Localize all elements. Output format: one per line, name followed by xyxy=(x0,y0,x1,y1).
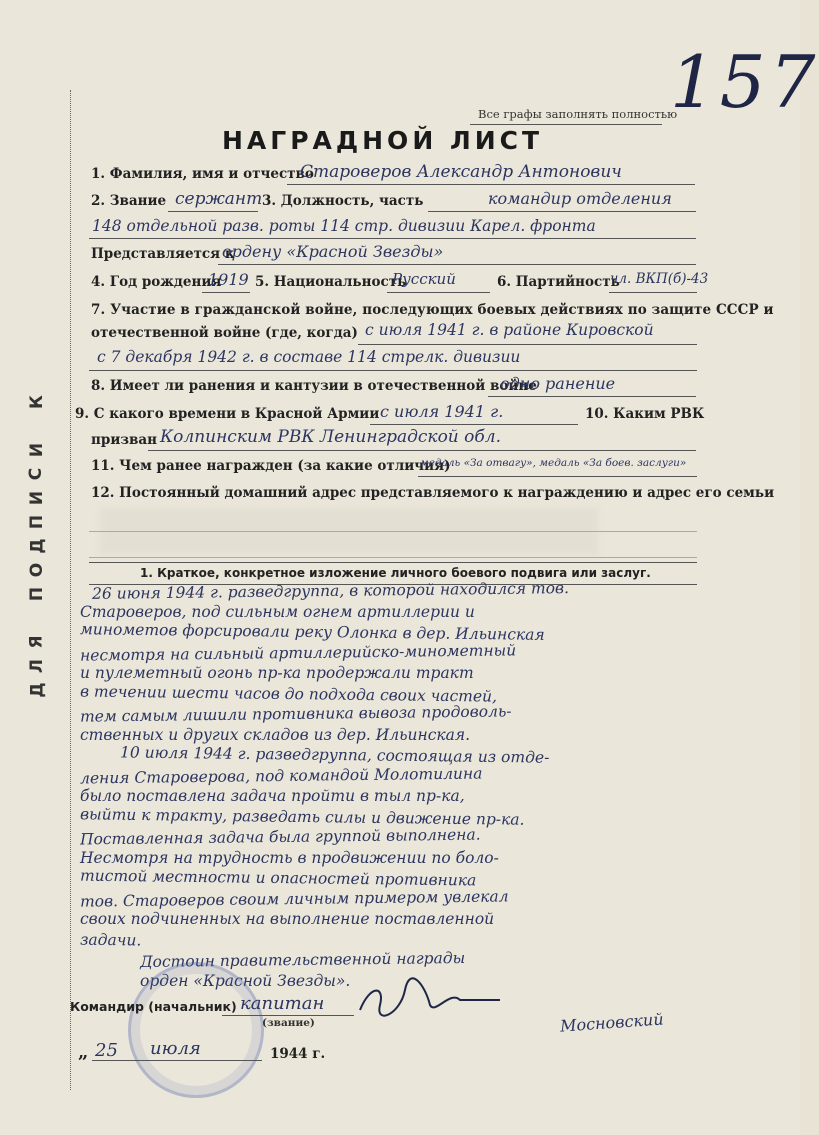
commander-label: Командир (начальник) xyxy=(70,999,237,1014)
narrative-line: Староверов, под сильным огнем артиллерии и xyxy=(80,602,475,621)
rank-rule xyxy=(222,1015,354,1016)
field-awards-label: 11. Чем ранее награжден (за какие отличия) xyxy=(91,458,451,474)
field-position-cont-rule xyxy=(89,238,696,239)
date-month: июля xyxy=(150,1038,201,1059)
field-position-rule xyxy=(428,211,696,212)
sidebar-letter: И xyxy=(27,442,48,458)
narrative-line: было поставлена задача пройти в тыл пр-ка, xyxy=(80,787,465,805)
field-rvk-rule xyxy=(148,450,696,451)
sidebar-letter: П xyxy=(27,586,48,602)
field-name-label: 1. Фамилия, имя и отчество xyxy=(91,166,314,182)
narrative-line: ления Староверова, под командой Молотилина xyxy=(79,764,483,787)
field-war-rule-2 xyxy=(89,370,697,371)
narrative-line: в течении шести часов до подхода своих частей, xyxy=(79,681,498,706)
field-position-cont: 148 отдельной разв. роты 114 стр. дивизии Карел. фронта xyxy=(92,217,596,235)
field-rvk-label: 10. Каким РВК xyxy=(585,406,705,422)
field-name-value: Староверов Александр Антонович xyxy=(300,162,622,182)
official-stamp xyxy=(128,962,264,1098)
narrative-line: тем самым лишили противника вывоза продоволь- xyxy=(79,702,512,726)
sidebar-letter: К xyxy=(26,395,47,409)
field-war-label-1: 7. Участие в гражданской войне, последующих боевых действиях по защите СССР и xyxy=(91,302,774,318)
header-rule xyxy=(470,124,662,125)
handwritten-number: 157 xyxy=(670,40,819,124)
field-nationality-value: Русский xyxy=(392,270,456,288)
rank-value: капитан xyxy=(240,993,325,1014)
narrative-line: тистой местности и опасностей противника xyxy=(79,866,477,890)
field-war-value-1: с июля 1941 г. в районе Кировской xyxy=(365,321,654,339)
field-birth-year-label: 4. Год рождения xyxy=(91,274,222,290)
field-wounds-value: одно ранение xyxy=(500,374,616,393)
sidebar-letter: Я xyxy=(26,635,47,649)
field-address-rule-1 xyxy=(89,531,697,532)
sidebar-letter: Д xyxy=(27,538,48,554)
field-army-since-rule xyxy=(370,424,578,425)
narrative-line: минометов форсировали реку Олонка в дер. Ильинская xyxy=(79,620,545,644)
field-rvk-sub: призван xyxy=(91,432,157,448)
field-party-value: чл. ВКП(б)-43 xyxy=(610,271,709,287)
nominated-label: Представляется к xyxy=(91,246,235,262)
field-name-rule xyxy=(287,184,695,185)
rank-caption: (звание) xyxy=(262,1017,315,1029)
field-wounds-rule xyxy=(488,396,696,397)
field-awards-value: медаль «За отвагу», медаль «За боев. заслуги» xyxy=(420,457,687,469)
narrative-line: 10 июля 1944 г. разведгруппа, состоящая из отде- xyxy=(119,743,550,767)
field-war-rule-1 xyxy=(358,344,697,345)
field-rank-label: 2. Звание xyxy=(91,193,167,209)
field-party-rule xyxy=(609,292,697,293)
field-rank-rule xyxy=(168,211,258,212)
narrative-line: своих подчиненных на выполнение поставленной xyxy=(80,910,495,928)
sidebar-letter: О xyxy=(27,562,48,578)
nominated-value: ордену «Красной Звезды» xyxy=(222,242,444,261)
field-wounds-label: 8. Имеет ли ранения и кантузии в отечественной войне xyxy=(91,378,537,394)
field-birth-year-rule xyxy=(202,292,250,293)
narrative-line: задачи. xyxy=(79,930,142,949)
section-heading: 1. Краткое, конкретное изложение личного боевого подвига или заслуг. xyxy=(140,566,651,580)
sidebar-letter: П xyxy=(27,514,48,530)
date-rule xyxy=(92,1060,262,1061)
narrative-line: несмотря на сильный артиллерийско-минометный xyxy=(79,640,517,665)
binding-line xyxy=(70,90,71,1090)
field-position-label: 3. Должность, часть xyxy=(262,193,424,209)
narrative-line: ственных и других складов из дер. Ильинская. xyxy=(80,725,471,744)
surname-signature: Мосновский xyxy=(559,1009,665,1036)
field-position-value: командир отделения xyxy=(488,189,672,208)
all-columns-note: Все графы заполнять полностью xyxy=(478,107,678,121)
field-war-label-2: отечественной войне (где, когда) xyxy=(91,325,358,341)
narrative-line: тов. Староверов своим личным примером увлекал xyxy=(79,886,509,911)
field-army-since-value: с июля 1941 г. xyxy=(380,402,504,421)
field-address-label: 12. Постоянный домашний адрес представляемого к награждению и адрес его семьи xyxy=(91,485,775,501)
narrative-text xyxy=(79,579,720,990)
narrative-line: Поставленная задача была группой выполнена. xyxy=(79,825,481,849)
narrative-line: и пулеметный огонь пр-ка продержали тракт xyxy=(80,664,474,682)
sidebar-letter: И xyxy=(27,490,48,506)
section-rule-top xyxy=(89,562,697,563)
commander-signature xyxy=(355,980,505,1020)
field-war-value-2: с 7 декабря 1942 г. в составе 114 стрелк. дивизии xyxy=(97,348,521,366)
narrative-line: орден «Красной Звезды». xyxy=(140,971,351,990)
date-day: 25 xyxy=(95,1040,118,1061)
field-army-since-label: 9. С какого времени в Красной Армии xyxy=(75,406,380,422)
field-party-label: 6. Партийность xyxy=(497,274,620,290)
field-rank-value: сержант xyxy=(175,189,263,209)
narrative-line: 26 июня 1944 г. разведгруппа, в которой находился тов. xyxy=(91,579,570,603)
narrative-line: Достоин правительственной награды xyxy=(139,949,466,971)
field-awards-rule xyxy=(418,476,697,477)
nominated-rule xyxy=(218,264,696,265)
sidebar-letter: С xyxy=(26,467,47,481)
page-title: НАГРАДНОЙ ЛИСТ xyxy=(222,126,544,155)
date-year: 1944 г. xyxy=(270,1046,326,1062)
field-nationality-label: 5. Национальность xyxy=(255,274,407,290)
field-birth-year-value: 1919 xyxy=(208,270,249,289)
sidebar-letter: Л xyxy=(27,658,48,674)
narrative-line: Несмотря на трудность в продвижении по боло- xyxy=(80,848,499,867)
field-nationality-rule xyxy=(387,292,490,293)
sidebar-caption xyxy=(26,380,60,700)
narrative-line: выйти к тракту, разведать силы и движение пр-ка. xyxy=(79,804,525,829)
sidebar-letter: Д xyxy=(27,682,48,698)
field-address-rule-2 xyxy=(89,557,697,558)
field-rvk-value: Колпинским РВК Ленинградской обл. xyxy=(160,427,501,447)
date-prefix: „ xyxy=(78,1042,89,1063)
